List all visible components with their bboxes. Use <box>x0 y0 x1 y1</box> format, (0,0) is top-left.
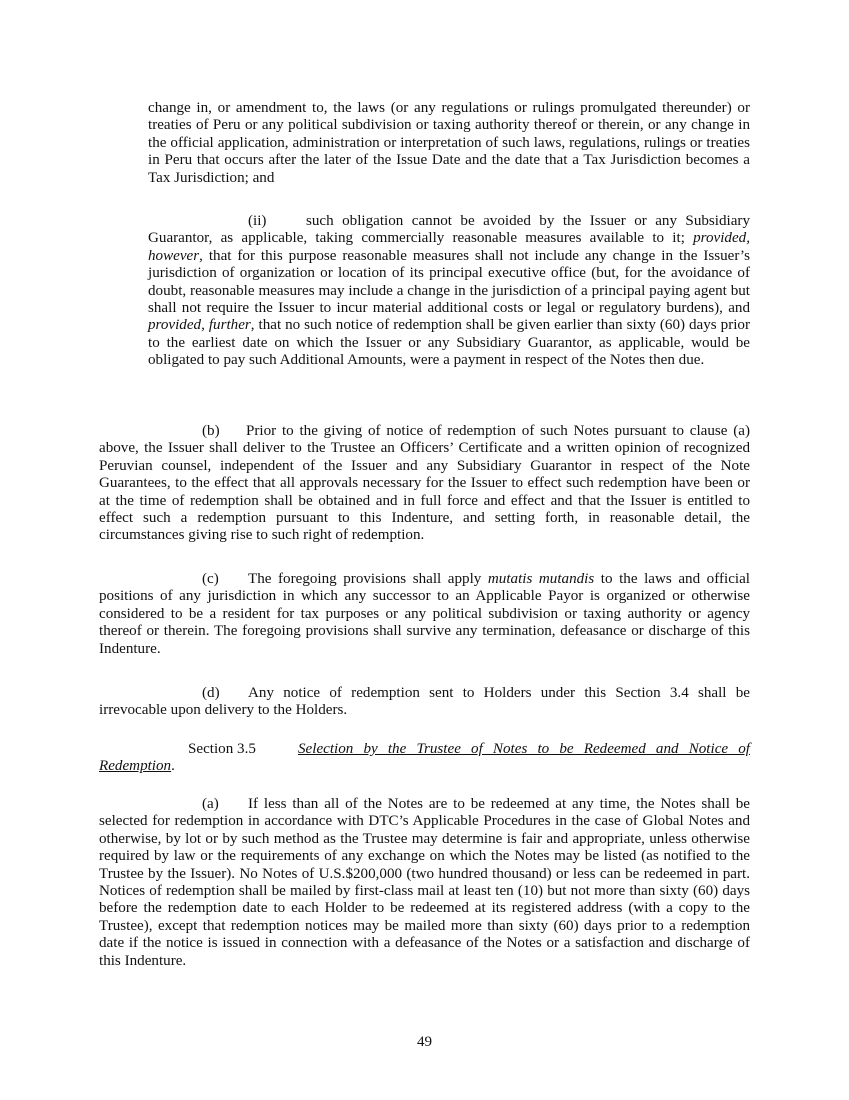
provided-further: provided, further <box>148 317 251 334</box>
paragraph-ii: (ii) such obligation cannot be avoided by the Issuer or any Subsidiary Guarantor, as applicable, taking commercially reasonable measures available to it; provided, however, that for this purpose reasonable measures shall not include any change in the Issuer’s jurisdiction of organization or location of its principal executive office (but, for the avoidance of doubt, reasonable measures may include a change in the jurisdiction of a principal paying agent but shall not require the Issuer to incur material additional costs or legal or regulatory burdens), and provided, further, that no such notice of redemption shall be given earlier than sixty (60) days prior to the earliest date on which the Issuer or any Subsidiary Guarantor, as applicable, would be obligated to pay such Additional Amounts, were a payment in respect of the Notes then due. <box>148 213 750 369</box>
paragraph-c-label: (c) <box>202 571 219 587</box>
provided-however: provided, however <box>148 230 750 264</box>
paragraph-a-3-5: (a) If less than all of the Notes are to be redeemed at any time, the Notes shall be selected for redemption in accordance with DTC’s Applicable Procedures in the case of Global Notes and otherwise, by lot or by such method as the Trustee may determine is fair and appropriate, unless otherwise required by law or the requirements of any exchange on which the Notes may be listed (as notified to the Trustee by the Issuer). No Notes of U.S.$200,000 (two hundred thousand) or less can be redeemed in part. Notices of redemption shall be mailed by first-class mail at least ten (10) but not more than sixty (60) days before the redemption date to each Holder to be redeemed at its registered address (with a copy to the Trustee), except that redemption notices may be mailed more than sixty (60) days prior to a redemption date if the notice is issued in connection with a defeasance of the Notes or a satisfaction and discharge of this Indenture. <box>99 796 750 969</box>
paragraph-d: (d) Any notice of redemption sent to Holders under this Section 3.4 shall be irrevocable upon delivery to the Holders. <box>99 685 750 719</box>
paragraph-c: (c) The foregoing provisions shall apply mutatis mutandis to the laws and official positions of any jurisdiction in which any successor to an Applicable Payor is organized or otherwise considered to be a resident for tax purposes or any political subdivision or taxing authority or agency thereof or therein. The foregoing provisions shall survive any termination, defeasance or discharge of this Indenture. <box>99 571 750 657</box>
paragraph-b: (b) Prior to the giving of notice of redemption of such Notes pursuant to clause (a) above, the Issuer shall deliver to the Trustee an Officers’ Certificate and a written opinion of recognized Peruvian counsel, independent of the Issuer and any Subsidiary Guarantor in respect of the Note Guarantees, to the effect that all approvals necessary for the Issuer to effect such redemption have been or at the time of redemption shall be obtained and in full force and effect and that the Issuer is entitled to effect such a redemption pursuant to this Indenture, and setting forth, in reasonable detail, the circumstances giving rise to such right of redemption. <box>99 423 750 544</box>
paragraph-b-label: (b) <box>202 423 220 439</box>
paragraph-d-label: (d) <box>202 685 220 701</box>
paragraph-a-label: (a) <box>202 796 219 812</box>
paragraph-i-continuation: change in, or amendment to, the laws (or any regulations or rulings promulgated thereunder) or treaties of Peru or any political subdivision or taxing authority thereof or therein, or any change in the official application, administration or interpretation of such laws, regulations, rulings or treaties in Peru that occurs after the later of the Issue Date and the date that a Tax Jurisdiction becomes a Tax Jurisdiction; and <box>148 100 750 186</box>
section-number: Section 3.5 <box>188 741 256 757</box>
page-number: 49 <box>416 1034 433 1050</box>
section-3-5-heading: Section 3.5 Selection by the Trustee of Notes to be Redeemed and Notice of Redemption. <box>99 741 750 775</box>
paragraph-ii-label: (ii) <box>248 213 267 229</box>
section-title: Selection by the Trustee of Notes to be Redeemed and Notice of Redemption <box>99 741 750 775</box>
mutatis-mutandis: mutatis mutandis <box>487 571 595 587</box>
